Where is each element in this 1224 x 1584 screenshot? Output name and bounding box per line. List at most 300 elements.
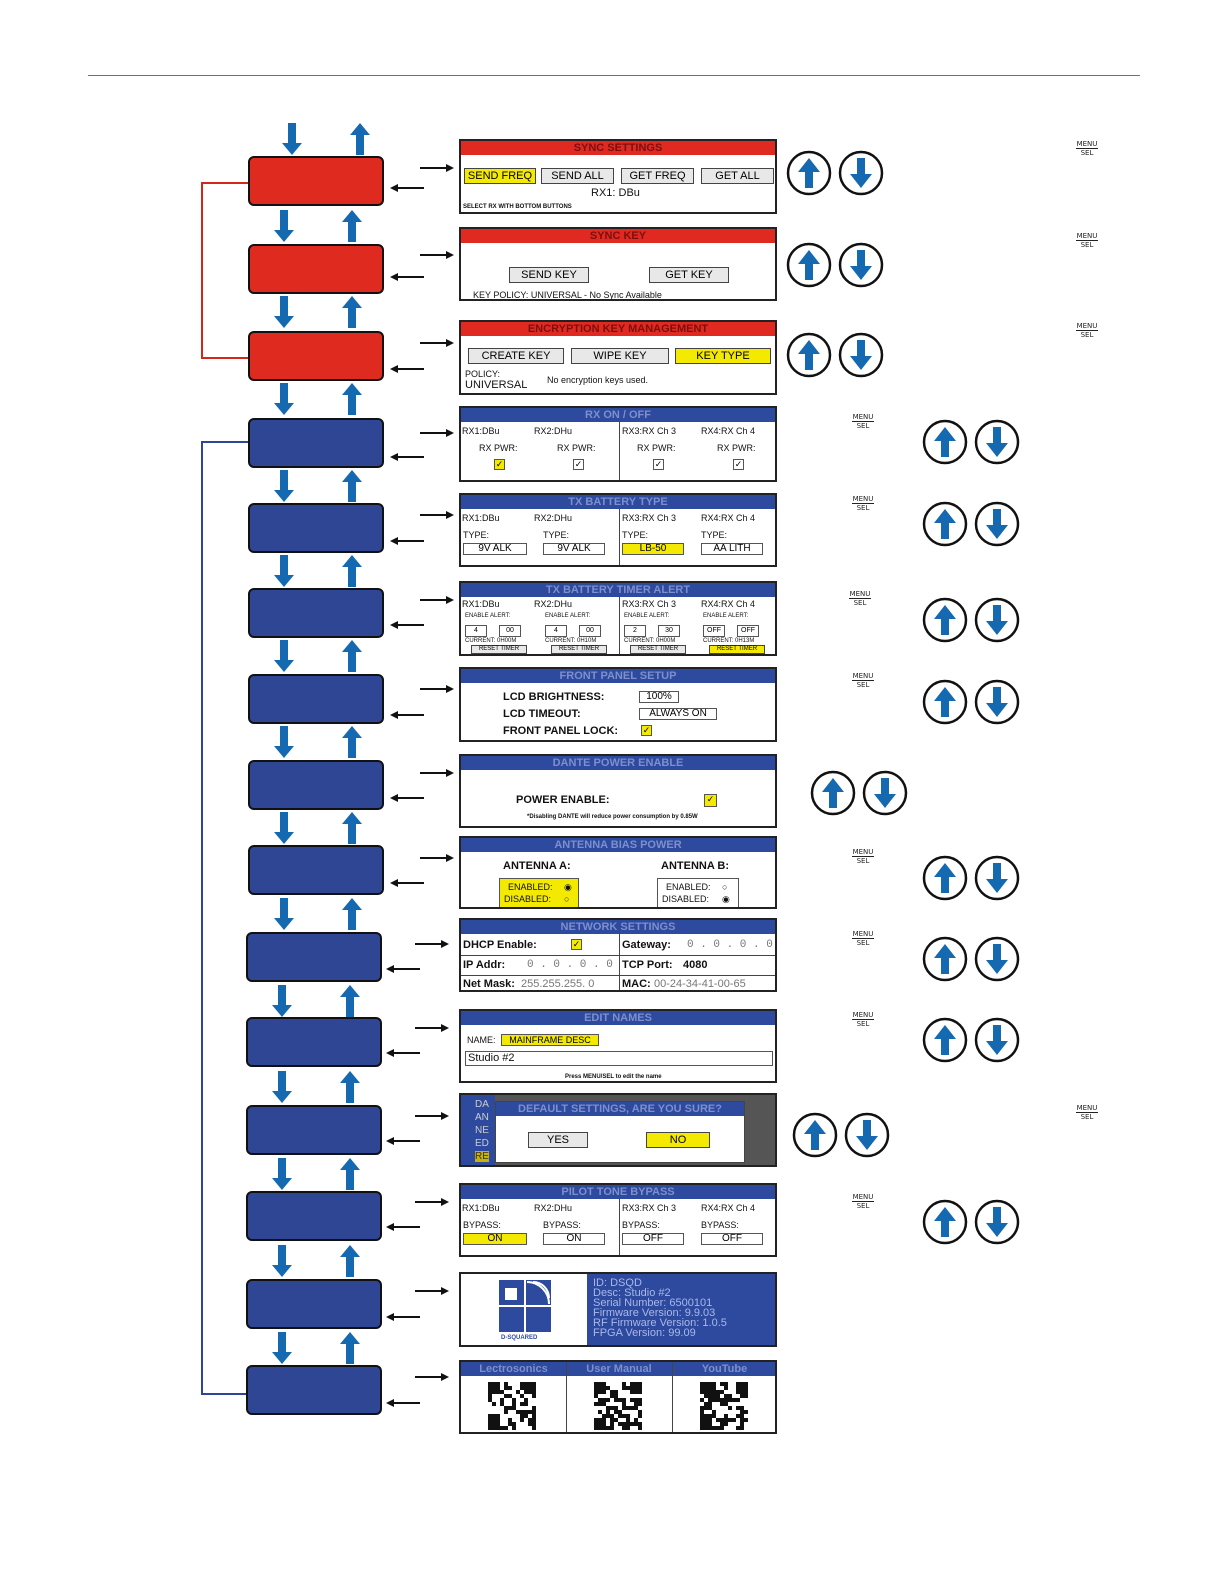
screen-title: EDIT NAMES (461, 1011, 775, 1025)
up-button-icon[interactable] (792, 1112, 838, 1158)
up-arrow-icon (340, 985, 360, 1017)
rx-pwr-checkbox[interactable]: ✓ (495, 459, 504, 469)
wipe-key-button[interactable]: WIPE KEY (571, 348, 669, 364)
sel-label: SEL (1080, 149, 1094, 157)
screen-default-settings (459, 1093, 777, 1167)
field-label: BYPASS: (701, 1220, 739, 1230)
current-time: CURRENT: 0H10M (545, 638, 597, 644)
dhcp-label: DHCP Enable: (463, 939, 537, 951)
screen-sync-settings (459, 139, 777, 214)
down-arrow-icon (272, 1332, 292, 1364)
qr-code-manual-icon[interactable] (594, 1382, 642, 1430)
menu-sel-icon (849, 590, 871, 607)
no-button[interactable]: NO (646, 1132, 710, 1148)
qr-code-lectrosonics-icon[interactable] (488, 1382, 536, 1430)
lock-checkbox[interactable]: ✓ (642, 725, 651, 735)
field-label: TYPE: (543, 530, 570, 540)
menu-label: MENU (852, 1193, 874, 1201)
menu-sel-icon (1076, 232, 1098, 249)
antenna-a-label: ANTENNA A: (503, 860, 571, 872)
link-column-title: User Manual (566, 1362, 672, 1376)
menu-label: MENU (1076, 1104, 1098, 1112)
enable-alert-label: ENABLE ALERT: (545, 613, 591, 619)
down-button-icon[interactable] (974, 679, 1020, 725)
bypass-select[interactable]: OFF (622, 1233, 684, 1245)
edit-hint: Press MENU/SEL to edit the name (565, 1074, 662, 1080)
up-button-icon[interactable] (810, 770, 856, 816)
enable-alert-label: ENABLE ALERT: (465, 613, 511, 619)
tcp-label: TCP Port: (622, 959, 673, 971)
right-arrow-icon (420, 510, 454, 520)
channel-label: RX3:RX Ch 3 (622, 426, 677, 436)
enable-alert-label: ENABLE ALERT: (703, 613, 749, 619)
screen-title: TX BATTERY TIMER ALERT (461, 583, 775, 597)
menu-label: MENU (1076, 322, 1098, 330)
down-arrow-icon (272, 1245, 292, 1277)
hours-select[interactable]: 4 (545, 625, 567, 637)
channel-label: RX2:DHu (534, 599, 573, 609)
ip-label: IP Addr: (463, 959, 506, 971)
sel-label: SEL (856, 681, 870, 689)
reset-timer-button[interactable]: RESET TIMER (551, 645, 607, 654)
send-all-button[interactable]: SEND ALL (541, 168, 614, 184)
about-line: ID: DSQD (593, 1277, 642, 1289)
disabled-option[interactable]: DISABLED: (504, 894, 552, 904)
screen-rx-onoff (459, 406, 777, 482)
radio-selected-icon: ◉ (564, 882, 572, 892)
menu-sel-icon (852, 672, 874, 689)
up-button-icon[interactable] (786, 150, 832, 196)
menu-box-default-settings[interactable] (246, 1105, 382, 1155)
down-arrow-icon (274, 555, 294, 587)
up-arrow-icon (342, 640, 362, 672)
battery-type-select[interactable]: AA LITH (701, 543, 763, 555)
field-label: BYPASS: (622, 1220, 660, 1230)
antenna-b-group[interactable] (657, 878, 739, 908)
left-arrow-icon (386, 1398, 420, 1408)
channel-label: RX3:RX Ch 3 (622, 599, 677, 609)
field-label: RX PWR: (637, 443, 676, 453)
get-all-button[interactable]: GET ALL (701, 168, 774, 184)
reset-timer-button[interactable]: RESET TIMER (709, 645, 765, 654)
tcp-value: 4080 (683, 959, 708, 971)
left-arrow-icon (386, 1312, 420, 1322)
current-time: CURRENT: 0H00M (465, 638, 517, 644)
battery-type-select[interactable]: LB-50 (622, 543, 684, 555)
menu-box-antenna-bias[interactable] (248, 845, 384, 895)
up-arrow-icon (342, 470, 362, 502)
name-label: NAME: (467, 1035, 496, 1045)
sel-label: SEL (856, 1202, 870, 1210)
screen-encryption (459, 320, 777, 395)
down-arrow-icon (272, 985, 292, 1017)
screen-title: ENCRYPTION KEY MANAGEMENT (461, 322, 775, 336)
down-button-icon[interactable] (974, 936, 1020, 982)
sel-label: SEL (856, 504, 870, 512)
channel-label: RX1:DBu (462, 1203, 500, 1213)
radio-empty-icon: ○ (564, 894, 570, 904)
menu-box-links[interactable] (246, 1365, 382, 1415)
menu-box-sync-settings[interactable] (248, 156, 384, 206)
down-arrow-icon (274, 210, 294, 242)
left-arrow-icon (386, 1136, 420, 1146)
divider (672, 1362, 673, 1434)
screen-sync-key (459, 227, 777, 301)
about-line: Desc: Studio #2 (593, 1287, 671, 1299)
channel-label: RX1:DBu (462, 599, 500, 609)
field-label: TYPE: (622, 530, 649, 540)
menu-label: MENU (852, 848, 874, 856)
right-arrow-icon (420, 250, 454, 260)
screen-title: RX ON / OFF (461, 408, 775, 422)
left-arrow-icon (390, 364, 424, 374)
antenna-a-group[interactable] (499, 878, 579, 908)
enabled-option[interactable]: ENABLED: (666, 882, 711, 892)
ip-value: 0 . 0 . 0 . 0 (527, 959, 613, 971)
about-info-panel (587, 1274, 777, 1345)
radio-selected-icon: ◉ (722, 894, 730, 904)
down-button-icon[interactable] (974, 1199, 1020, 1245)
screen-tx-battery-timer (459, 581, 777, 656)
screen-dante-power (459, 754, 777, 828)
menu-label: MENU (852, 1011, 874, 1019)
rx-pwr-checkbox[interactable]: ✓ (574, 459, 583, 469)
name-text-value: Studio #2 (468, 1052, 515, 1064)
link-column-title: Lectrosonics (461, 1362, 566, 1376)
bypass-select[interactable]: OFF (701, 1233, 763, 1245)
down-button-icon[interactable] (974, 1017, 1020, 1063)
divider (566, 1362, 567, 1434)
mins-select[interactable]: OFF (737, 625, 759, 637)
field-label: RX PWR: (717, 443, 756, 453)
rx-pwr-checkbox[interactable]: ✓ (654, 459, 663, 469)
power-enable-label: POWER ENABLE: (516, 794, 610, 806)
create-key-button[interactable]: CREATE KEY (468, 348, 564, 364)
disabled-option[interactable]: DISABLED: (662, 894, 710, 904)
up-arrow-icon (340, 1245, 360, 1277)
up-arrow-icon (342, 812, 362, 844)
field-label: RX PWR: (479, 443, 518, 453)
screen-title: TX BATTERY TYPE (461, 495, 775, 509)
lock-label: FRONT PANEL LOCK: (503, 725, 619, 737)
up-arrow-icon (342, 898, 362, 930)
down-arrow-icon (274, 726, 294, 758)
down-arrow-icon (272, 1071, 292, 1103)
screen-title: NETWORK SETTINGS (461, 920, 775, 934)
yes-button[interactable]: YES (528, 1132, 588, 1148)
channel-label: RX4:RX Ch 4 (701, 599, 756, 609)
left-arrow-icon (390, 183, 424, 193)
screen-title: SYNC SETTINGS (461, 141, 775, 155)
up-button-icon[interactable] (786, 332, 832, 378)
mask-value: 255.255.255. 0 (521, 978, 595, 990)
rx-status: RX1: DBu (591, 187, 640, 199)
field-label: TYPE: (701, 530, 728, 540)
link-column-title: YouTube (672, 1362, 777, 1376)
right-arrow-icon (420, 853, 454, 863)
sel-label: SEL (856, 422, 870, 430)
down-button-icon[interactable] (838, 332, 884, 378)
up-button-icon[interactable] (922, 936, 968, 982)
mac-label: MAC: (622, 978, 651, 990)
current-time: CURRENT: 0H00M (624, 638, 676, 644)
divider (619, 509, 620, 567)
field-label: TYPE: (463, 530, 490, 540)
battery-type-select[interactable]: 9V ALK (463, 543, 527, 555)
row-divider (461, 955, 777, 956)
get-freq-button[interactable]: GET FREQ (621, 168, 694, 184)
menu-box-about[interactable] (246, 1279, 382, 1329)
mac-value: 00-24-34-41-00-65 (654, 978, 746, 990)
down-button-icon[interactable] (838, 150, 884, 196)
qr-code-youtube-icon[interactable] (700, 1382, 748, 1430)
left-arrow-icon (390, 793, 424, 803)
up-arrow-icon (340, 1158, 360, 1190)
right-arrow-icon (420, 684, 454, 694)
screen-title: PILOT TONE BYPASS (461, 1185, 775, 1199)
up-button-icon[interactable] (922, 597, 968, 643)
hours-select[interactable]: OFF (703, 625, 725, 637)
menu-box-sync-key[interactable] (248, 244, 384, 294)
screen-title: ANTENNA BIAS POWER (461, 838, 775, 852)
menu-box-network[interactable] (246, 932, 382, 982)
down-arrow-icon (272, 1158, 292, 1190)
up-button-icon[interactable] (922, 679, 968, 725)
reset-timer-button[interactable]: RESET TIMER (471, 645, 527, 654)
channel-label: RX1:DBu (462, 426, 500, 436)
channel-label: RX2:DHu (534, 426, 573, 436)
channel-label: RX3:RX Ch 3 (622, 1203, 677, 1213)
right-arrow-icon (415, 1197, 449, 1207)
menu-sel-icon (1076, 1104, 1098, 1121)
mins-select[interactable]: 00 (499, 625, 521, 637)
menu-sel-icon (852, 1193, 874, 1210)
menu-sel-icon (852, 1011, 874, 1028)
rx-pwr-checkbox[interactable]: ✓ (734, 459, 743, 469)
menu-box-encryption[interactable] (248, 331, 384, 381)
screen-title: SYNC KEY (461, 229, 775, 243)
channel-label: RX4:RX Ch 4 (701, 426, 756, 436)
bypass-select[interactable]: ON (543, 1233, 605, 1245)
sel-label: SEL (856, 939, 870, 947)
right-arrow-icon (415, 1111, 449, 1121)
screen-title: FRONT PANEL SETUP (461, 669, 775, 683)
bypass-select[interactable]: ON (463, 1233, 527, 1245)
menu-label: MENU (849, 590, 871, 598)
left-arrow-icon (390, 272, 424, 282)
timeout-label: LCD TIMEOUT: (503, 708, 581, 720)
down-button-icon[interactable] (974, 597, 1020, 643)
sel-label: SEL (1080, 1113, 1094, 1121)
down-button-icon[interactable] (974, 855, 1020, 901)
left-arrow-icon (390, 878, 424, 888)
up-button-icon[interactable] (922, 501, 968, 547)
enabled-option[interactable]: ENABLED: (508, 882, 553, 892)
up-arrow-icon (340, 1332, 360, 1364)
right-arrow-icon (420, 768, 454, 778)
logo-panel (461, 1274, 587, 1345)
antenna-b-label: ANTENNA B: (661, 860, 730, 872)
send-key-button[interactable]: SEND KEY (509, 267, 589, 283)
down-button-icon[interactable] (844, 1112, 890, 1158)
right-arrow-icon (420, 428, 454, 438)
hours-select[interactable]: 2 (624, 625, 646, 637)
right-arrow-icon (420, 595, 454, 605)
hours-select[interactable]: 4 (465, 625, 487, 637)
up-button-icon[interactable] (922, 1199, 968, 1245)
down-button-icon[interactable] (974, 501, 1020, 547)
left-arrow-icon (386, 964, 420, 974)
menu-box-rx-onoff[interactable] (248, 418, 384, 468)
get-key-button[interactable]: GET KEY (649, 267, 729, 283)
send-freq-button[interactable]: SEND FREQ (464, 168, 536, 184)
divider (619, 934, 620, 992)
screen-network (459, 918, 777, 992)
bg-row: DA (475, 1099, 489, 1110)
policy-label: POLICY: (465, 369, 501, 379)
menu-box-front-panel[interactable] (248, 674, 384, 724)
menu-box-tx-battery-timer[interactable] (248, 588, 384, 638)
policy-value: UNIVERSAL (465, 379, 528, 391)
down-arrow-icon (274, 812, 294, 844)
screen-tx-battery-type (459, 493, 777, 567)
screen-about (459, 1272, 777, 1347)
menu-label: MENU (852, 413, 874, 421)
gateway-value: 0 . 0 . 0 . 0 (687, 939, 773, 951)
channel-label: RX3:RX Ch 3 (622, 513, 677, 523)
left-arrow-icon (386, 1048, 420, 1058)
channel-label: RX2:DHu (534, 1203, 573, 1213)
brightness-select[interactable]: 100% (639, 691, 679, 703)
power-enable-checkbox[interactable]: ✓ (704, 794, 717, 807)
menu-label: MENU (1076, 232, 1098, 240)
down-button-icon[interactable] (862, 770, 908, 816)
down-arrow-icon (274, 640, 294, 672)
right-arrow-icon (415, 939, 449, 949)
divider (619, 1199, 620, 1257)
right-arrow-icon (415, 1286, 449, 1296)
up-arrow-icon (342, 726, 362, 758)
brightness-label: LCD BRIGHTNESS: (503, 691, 605, 703)
up-button-icon[interactable] (922, 855, 968, 901)
about-line: Firmware Version: 9.9.03 (593, 1307, 716, 1319)
power-note: *Disabling DANTE will reduce power consumption by 0.85W (527, 814, 698, 820)
channel-label: RX2:DHu (534, 513, 573, 523)
up-button-icon[interactable] (786, 242, 832, 288)
down-button-icon[interactable] (974, 419, 1020, 465)
up-button-icon[interactable] (922, 419, 968, 465)
current-time: CURRENT: 0H13M (703, 638, 755, 644)
bg-row: ED (475, 1138, 489, 1149)
about-line: RF Firmware Version: 1.0.5 (593, 1317, 727, 1329)
mins-select[interactable]: 00 (579, 625, 601, 637)
screen-front-panel (459, 667, 777, 742)
mins-select[interactable]: 30 (658, 625, 680, 637)
channel-label: RX1:DBu (462, 513, 500, 523)
divider (619, 422, 620, 482)
up-arrow-icon (342, 555, 362, 587)
encryption-message: No encryption keys used. (547, 375, 649, 385)
timeout-select[interactable]: ALWAYS ON (639, 708, 717, 720)
battery-type-select[interactable]: 9V ALK (543, 543, 605, 555)
field-label: BYPASS: (543, 1220, 581, 1230)
menu-sel-icon (852, 848, 874, 865)
menu-box-tx-battery-type[interactable] (248, 503, 384, 553)
right-arrow-icon (420, 163, 454, 173)
menu-label: MENU (852, 930, 874, 938)
up-arrow-icon (342, 296, 362, 328)
about-line: FPGA Version: 99.09 (593, 1327, 696, 1339)
up-arrow-icon (342, 210, 362, 242)
screen-pilot-tone (459, 1183, 777, 1257)
sel-label: SEL (1080, 241, 1094, 249)
logo-text: D-SQUARED (501, 1335, 538, 1341)
menu-box-dante-power[interactable] (248, 760, 384, 810)
left-arrow-icon (390, 620, 424, 630)
up-button-icon[interactable] (922, 1017, 968, 1063)
key-type-button[interactable]: KEY TYPE (675, 348, 771, 364)
sel-label: SEL (856, 1020, 870, 1028)
menu-box-pilot-tone[interactable] (246, 1191, 382, 1241)
enable-alert-label: ENABLE ALERT: (624, 613, 670, 619)
mask-label: Net Mask: (463, 978, 515, 990)
name-select[interactable]: MAINFRAME DESC (501, 1034, 599, 1046)
down-arrow-icon (282, 123, 302, 155)
down-arrow-icon (274, 470, 294, 502)
field-label: RX PWR: (557, 443, 596, 453)
screen-links (459, 1360, 777, 1434)
down-arrow-icon (274, 383, 294, 415)
left-arrow-icon (390, 710, 424, 720)
name-text-field[interactable] (465, 1051, 773, 1066)
left-arrow-icon (390, 452, 424, 462)
menu-sel-icon (852, 495, 874, 512)
left-arrow-icon (390, 536, 424, 546)
right-arrow-icon (415, 1023, 449, 1033)
menu-label: MENU (1076, 140, 1098, 148)
left-arrow-icon (386, 1222, 420, 1232)
screen-title: DANTE POWER ENABLE (461, 756, 775, 770)
channel-label: RX4:RX Ch 4 (701, 513, 756, 523)
menu-label: MENU (852, 495, 874, 503)
right-arrow-icon (420, 338, 454, 348)
bg-row: RE (475, 1151, 489, 1162)
down-button-icon[interactable] (838, 242, 884, 288)
menu-sel-icon (1076, 140, 1098, 157)
up-arrow-icon (342, 383, 362, 415)
bg-row: AN (475, 1112, 489, 1123)
row-divider (461, 975, 777, 976)
menu-box-edit-names[interactable] (246, 1017, 382, 1067)
menu-sel-icon (852, 930, 874, 947)
gateway-label: Gateway: (622, 939, 671, 951)
hint-text: SELECT RX WITH BOTTOM BUTTONS (463, 204, 572, 210)
key-policy-text: KEY POLICY: UNIVERSAL - No Sync Available (473, 290, 662, 300)
sel-label: SEL (853, 599, 867, 607)
radio-empty-icon: ○ (722, 882, 728, 892)
menu-sel-icon (1076, 322, 1098, 339)
dhcp-checkbox[interactable]: ✓ (572, 939, 581, 949)
field-label: BYPASS: (463, 1220, 501, 1230)
sel-label: SEL (856, 857, 870, 865)
reset-timer-button[interactable]: RESET TIMER (630, 645, 686, 654)
screen-antenna-bias (459, 836, 777, 909)
channel-label: RX4:RX Ch 4 (701, 1203, 756, 1213)
down-arrow-icon (274, 296, 294, 328)
up-arrow-icon (340, 1071, 360, 1103)
confirm-dialog (495, 1101, 745, 1163)
menu-sel-icon (852, 413, 874, 430)
